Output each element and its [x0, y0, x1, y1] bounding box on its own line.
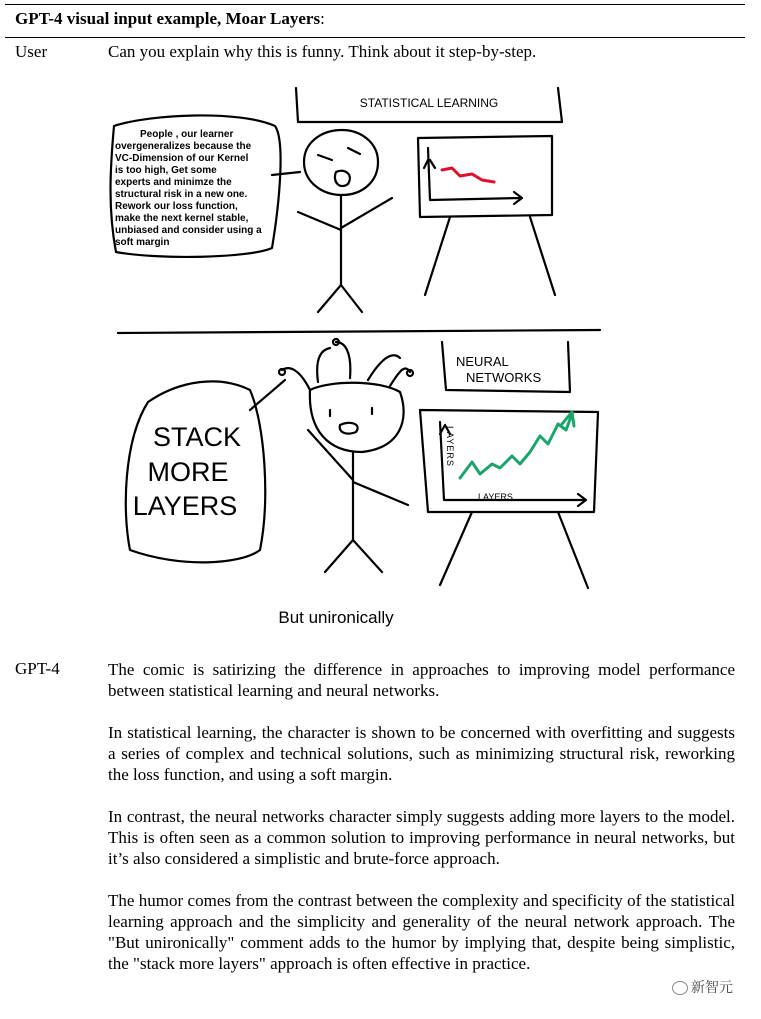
svg-text:unbiased and consider using a: unbiased and consider using a — [115, 225, 262, 236]
response-paragraph: The comic is satirizing the difference in approaches to improving model performance between statistical learning and neural networks. — [108, 660, 735, 700]
svg-text:experts and minimze the: experts and minimze the — [115, 177, 232, 188]
response-paragraph: In statistical learning, the character is shown to be concerned with overfitting and suggests a series of complex and technical solutions, such as minimizing structural risk, reworking the loss function, and using a soft margin. — [108, 723, 735, 784]
user-role-label: User — [15, 42, 48, 61]
top-rule — [5, 4, 745, 5]
svg-text:structural risk in a new one.: structural risk in a new one. — [115, 189, 248, 200]
response-paragraph: The humor comes from the contrast between the complexity and specificity of the statistical learning approach and the simplicity and generality of the neural network approach. The "But unironically" comment adds to the humor by implying that, despite being simplistic, the "stack more layers" approach is often effective in practice. — [108, 891, 735, 973]
sign-neural-networks — [456, 354, 541, 385]
sign-statistical-learning: STATISTICAL LEARNING — [359, 96, 499, 110]
svg-text:People , our learner: People , our learner — [140, 129, 234, 140]
comic-image — [100, 80, 620, 635]
comic-caption: But unironically — [278, 608, 394, 627]
watermark: 新智元 — [672, 977, 733, 997]
svg-text:NEURAL: NEURAL — [456, 354, 509, 369]
svg-text:VC-Dimension of our Kernel: VC-Dimension of our Kernel — [115, 153, 249, 164]
figure-title: GPT-4 visual input example, Moar Layers: — [15, 9, 325, 28]
header-rule — [5, 37, 745, 38]
speech-bubble-statistical — [115, 129, 262, 248]
svg-text:MORE: MORE — [147, 457, 229, 487]
svg-text:is too high, Get some: is too high, Get some — [115, 165, 217, 176]
axis-y-label: LAYERS — [445, 426, 455, 467]
svg-text:NETWORKS: NETWORKS — [466, 370, 542, 385]
svg-text:overgeneralizes because the: overgeneralizes because the — [115, 141, 252, 152]
speech-bubble-stack-more-layers — [133, 422, 241, 521]
svg-text:STACK: STACK — [152, 422, 242, 452]
response-paragraph: In contrast, the neural networks character simply suggests adding more layers to the model. This is often seen as a common solution to improving performance in neural networks, but it’s also considered a simplistic and brute-force approach. — [108, 807, 735, 868]
gpt4-response — [108, 659, 735, 995]
wechat-icon — [672, 981, 688, 995]
svg-text:LAYERS: LAYERS — [132, 491, 238, 521]
svg-text:make the next kernel stable,: make the next kernel stable, — [115, 213, 249, 224]
user-prompt: Can you explain why this is funny. Think about it step-by-step. — [108, 42, 537, 61]
svg-text:soft margin: soft margin — [115, 237, 170, 248]
axis-x-label: LAYERS — [478, 492, 513, 502]
gpt4-role-label: GPT-4 — [15, 659, 60, 678]
svg-text:Rework our loss function,: Rework our loss function, — [115, 201, 238, 212]
